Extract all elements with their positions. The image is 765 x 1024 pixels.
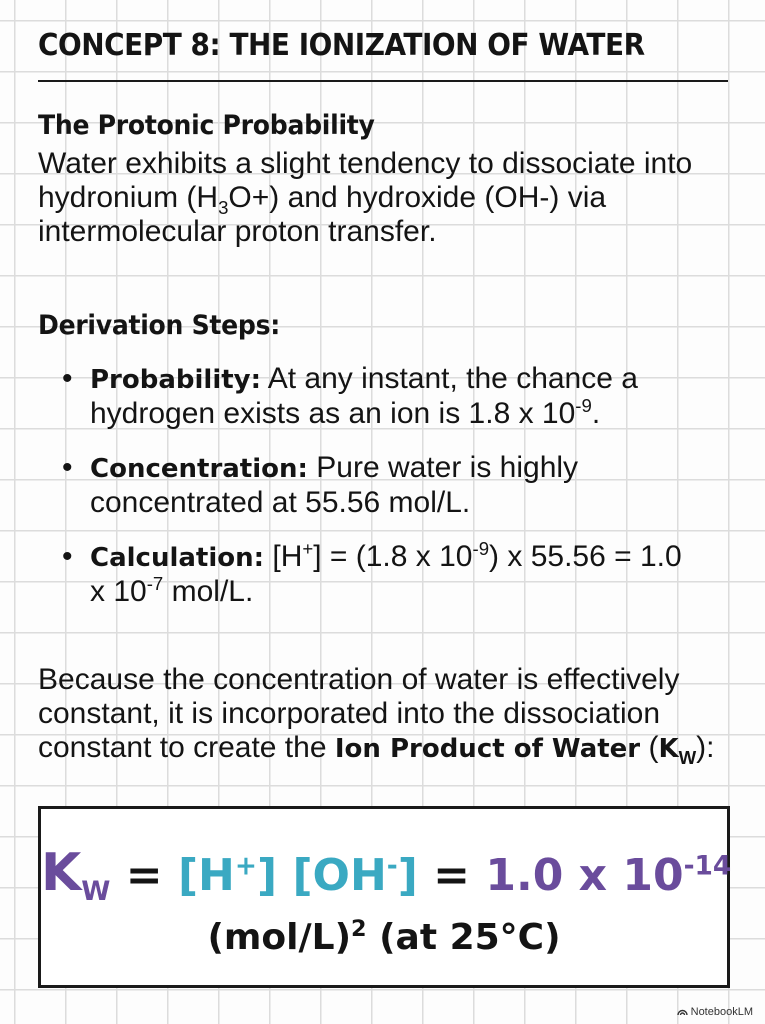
hydroxide-term: [OH-] xyxy=(292,850,418,901)
notebooklm-logo-icon xyxy=(677,1007,688,1016)
intro-line-3: intermolecular proton transfer. xyxy=(38,215,437,248)
bullet-icon: • xyxy=(62,540,73,573)
page-title: CONCEPT 8: THE IONIZATION OF WATER xyxy=(38,28,645,63)
list-item: • Calculation: [H+] = (1.8 x $10^{-9}$) x 55.56 = 1.0 x $10^{-7}$ mol/L. xyxy=(62,538,682,608)
kw-value: 1.0 x $10^{-14}$ xyxy=(485,850,732,901)
brand-watermark xyxy=(677,1006,753,1018)
ion-product-term: Ion Product of Water xyxy=(334,734,641,764)
bullet-icon: • xyxy=(62,362,73,395)
derivation-list xyxy=(62,362,682,629)
intro-heading: The Protonic Probability xyxy=(38,110,375,141)
brand-name: NotebookLM xyxy=(690,1006,753,1018)
intro-line-2: hydronium $(H_3O+)$ and hydroxide (OH-) via xyxy=(38,181,607,218)
title-divider xyxy=(38,80,728,82)
ion-product-equation: $K_W = [H^+] [OH^-] = 1.0$ x $10^{-14}$ xyxy=(41,843,732,907)
equation-units: $(mol/L)^2$ (at 25°C) xyxy=(207,916,561,958)
equation-box xyxy=(38,806,730,988)
derivation-heading: Derivation Steps: xyxy=(38,310,281,341)
list-item: • Concentration: Pure water is highly concentrated at 55.56 mol/L. xyxy=(62,451,579,519)
bullet-icon: • xyxy=(62,451,73,484)
list-item: • Probability: At any instant, the chance a hydrogen exists as an ion is 1.8 x $10^{-9}$. xyxy=(62,362,638,430)
intro-line-1: Water exhibits a slight tendency to dissociate into xyxy=(38,147,693,180)
conclusion-paragraph: Because the concentration of water is effectively constant, it is incorporated into the dissociation constant to create the Ion Product of Water $(K_W)$: xyxy=(38,663,715,768)
intro-paragraph xyxy=(38,147,738,249)
hydronium-term: [H+] xyxy=(177,850,278,901)
kw-symbol: $K_W$ xyxy=(41,843,111,907)
